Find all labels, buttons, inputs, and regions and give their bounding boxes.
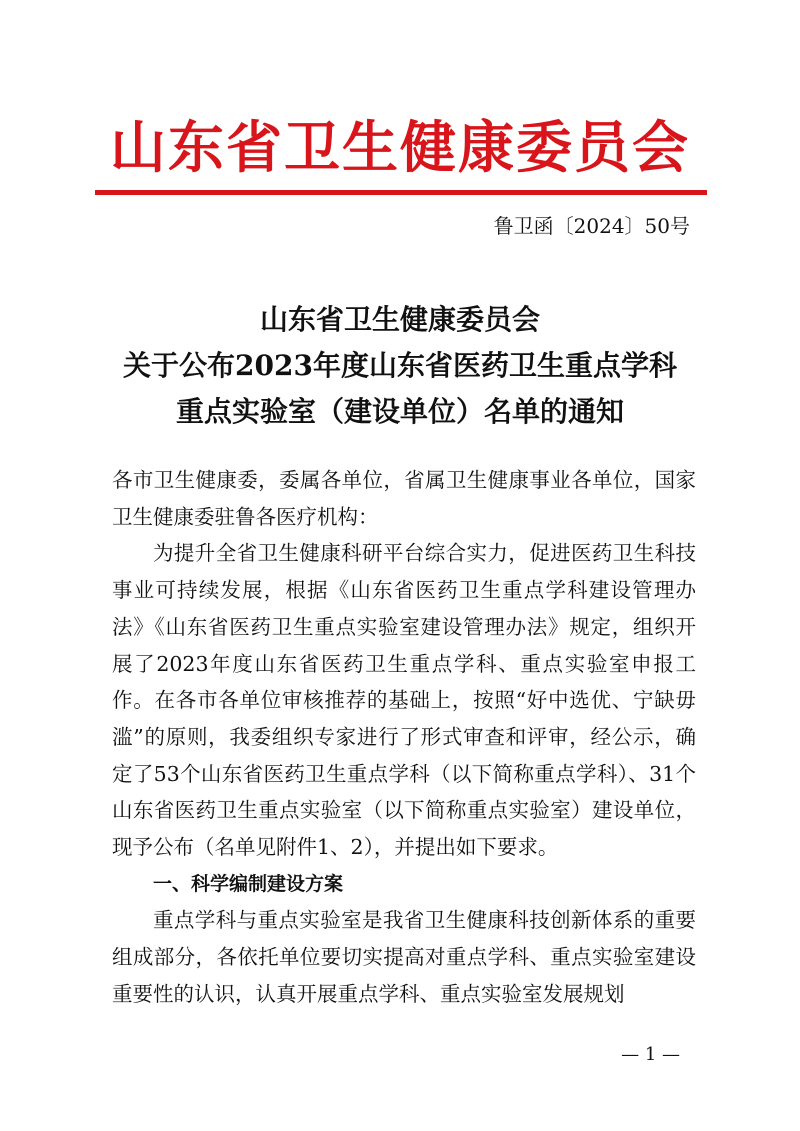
- body-paragraph-2: 重点学科与重点实验室是我省卫生健康科技创新体系的重要组成部分，各依托单位要切实提高对重点学科、重点实验室建设重要性的认识，认真开展重点学科、重点实验室发展规划: [112, 908, 696, 1006]
- document-title-line-3: 重点实验室（建设单位）名单的通知: [175, 395, 624, 428]
- document-title-line-2: 关于公布2023年度山东省医药卫生重点学科: [123, 349, 677, 382]
- section-heading-1: 一、科学编制建设方案: [153, 872, 344, 895]
- page-number: — 1 —: [621, 1044, 680, 1065]
- salutation-paragraph: 各市卫生健康委，委属各单位，省属卫生健康事业各单位，国家卫生健康委驻鲁各医疗机构：: [112, 468, 696, 529]
- document-title-line-1: 山东省卫生健康委员会: [259, 303, 540, 336]
- body-paragraph-1: 为提升全省卫生健康科研平台综合实力，促进医药卫生科技事业可持续发展，根据《山东省医药卫生重点学科建设管理办法》《山东省医药卫生重点实验室建设管理办法》规定，组织开展了2023年度山东省医药卫生重点学科、重点实验室申报工作。在各市各单位审核推荐的基础上，按照“好中选优、宁缺毋滥”的原则，我委组织专家进行了形式审查和评审，经公示，确定了53个山东省医药卫生重点学科（以下简称重点学科）、31个山东省医药卫生重点实验室（以下简称重点实验室）建设单位，现予公布（名单见附件1、2），并提出如下要求。: [112, 541, 696, 860]
- document-body: [112, 462, 696, 1013]
- letterhead-org-name: 山东省卫生健康委员会: [110, 115, 690, 181]
- letterhead-red-divider: [95, 190, 707, 195]
- document-number: 鲁卫函〔2024〕50号: [493, 214, 690, 238]
